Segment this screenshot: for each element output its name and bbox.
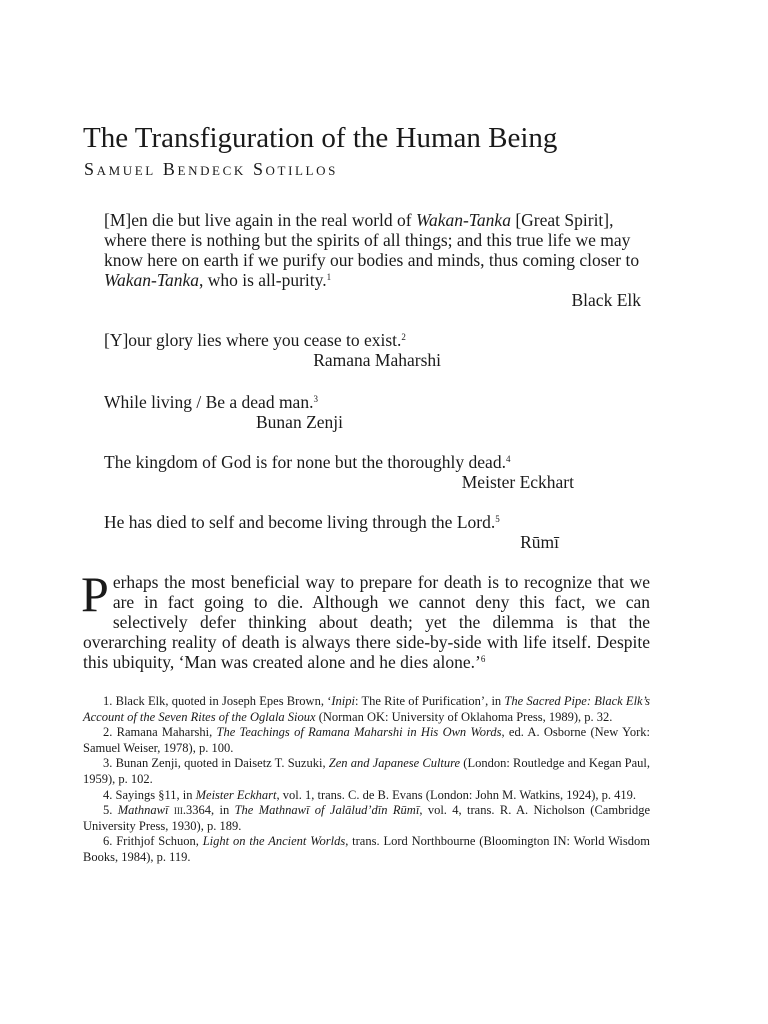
epigraph-attribution: Bunan Zenji [256,412,343,432]
drop-cap: P [81,566,109,622]
footnote-ref[interactable]: 4 [505,454,511,464]
epigraph-bunan-zenji [104,392,343,432]
footnote-ref[interactable]: 1 [326,272,332,282]
epigraph-attribution: Ramana Maharshi [313,350,441,370]
epigraph-text: [M]en die but live again in the real world of Wakan-Tanka [Great Spirit], where there is nothing but the spirits of all things; and this true life we may know here on earth if we purify our bodies and minds, thus coming closer to Wakan-Tanka, who is all-purity.$^1$ [104,210,640,290]
footnote-3: 3. Bunan Zenji, quoted in Daisetz T. Suzuki, Zen and Japanese Culture (London: Routledge and Kegan Paul, 1959), p. 102. [83,756,650,786]
chapter-author: Samuel Bendeck Sotillos [84,159,338,179]
footnote-6: 6. Frithjof Schuon, Light on the Ancient Worlds, trans. Lord Northbourne (Bloomington IN: World Wisdom Books, 1984), p. 119. [83,834,650,864]
epigraph-text: The kingdom of God is for none but the thoroughly dead.$^4$ [104,452,511,472]
footnote-4: 4. Sayings §11, in Meister Eckhart, vol. 1, trans. C. de B. Evans (London: John M. Watkins, 1924), p. 419. [103,787,637,802]
chapter-title: The Transfiguration of the Human Being [83,122,558,154]
footnote-2: 2. Ramana Maharshi, The Teachings of Ramana Maharshi in His Own Words, ed. A. Osborne (New York: Samuel Weiser, 1978), p. 100. [83,725,650,755]
epigraph-meister-eckhart [104,452,574,492]
footnote-ref[interactable]: 6 [480,654,486,664]
footnote-ref[interactable]: 5 [495,514,500,524]
epigraph-attribution: Meister Eckhart [461,472,574,492]
epigraph-text: He has died to self and become living through the Lord.$^5$ [104,512,500,532]
epigraph-attribution: Black Elk [571,290,641,310]
epigraph-text: [Y]our glory lies where you cease to exist.$^2$ [104,330,406,350]
epigraph-ramana-maharshi [104,330,441,370]
epigraph-text: While living / Be a dead man.$^3$ [104,392,318,412]
footnote-1: 1. Black Elk, quoted in Joseph Epes Brown, ‘Inipi: The Rite of Purification’, in The Sacred Pipe: Black Elk’s Account of the Seven Rites of the Oglala Sioux (Norman OK: University of Oklahoma Press, 1989), p. 32. [83,694,651,724]
epigraph-black-elk [104,210,641,310]
epigraph-attribution: Rūmī [520,532,559,552]
footnotes [83,694,650,866]
footnote-ref[interactable]: 2 [401,332,406,342]
footnote-ref[interactable]: 3 [313,394,318,404]
footnote-5: 5. Mathnawī iii.3364, in The Mathnawī of Jalālud’dīn Rūmī, vol. 4, trans. R. A. Nicholson (Cambridge University Press, 1930), p. 189. [83,803,651,833]
body-paragraph: Perhaps the most beneficial way to prepare for death is to recognize that we are in fact going to die. Although we cannot deny this fact, we can selectively defer thinking about death; yet the dilemma is that the overarching reality of death is always there side-by-side with life itself. Despite this ubiquity, ‘Man was created alone and he dies alone.’$^6$ [81,566,650,672]
epigraph-rumi [104,512,559,552]
